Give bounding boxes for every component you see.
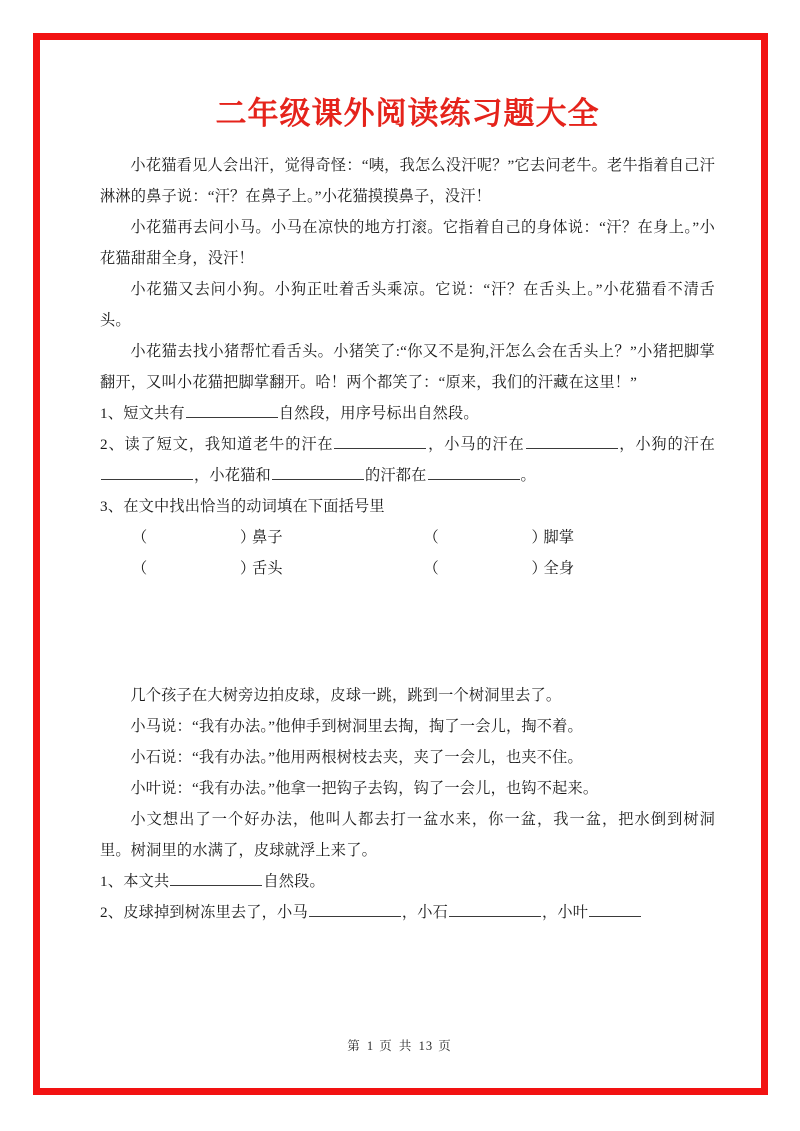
bracket-cell[interactable] xyxy=(424,553,716,584)
bracket-cell[interactable] xyxy=(132,553,424,584)
fill-blank[interactable] xyxy=(170,885,262,886)
question-text-part: ，小花猫和 xyxy=(194,467,271,485)
question-number: 1、 xyxy=(100,873,124,891)
paren-open: （ xyxy=(132,560,148,578)
page-title: 二年级课外阅读练习题大全 xyxy=(215,96,600,131)
question-number: 3、 xyxy=(100,498,124,516)
fill-blank[interactable] xyxy=(526,448,618,449)
fill-blank[interactable] xyxy=(186,417,278,418)
passage-2-question-2 xyxy=(100,897,715,928)
passage-1-paragraph-1: 小花猫看见人会出汗，觉得奇怪：“咦，我怎么没汗呢？”它去问老牛。老牛指着自己汗淋淋的鼻子说：“汗？在鼻子上。”小花猫摸摸鼻子，没汗！ xyxy=(100,157,715,206)
passage-1-question-2 xyxy=(100,429,715,491)
bracket-cell[interactable] xyxy=(424,522,716,553)
question-text-part: 在文中找出恰当的动词填在下面括号里 xyxy=(123,498,385,516)
passage-1 xyxy=(100,150,715,584)
fill-blank[interactable] xyxy=(309,916,401,917)
document-content xyxy=(100,95,715,928)
paren-open: （ xyxy=(423,529,439,547)
passage-2-paragraph-3: 小石说：“我有办法。”他用两根树枝去夹，夹了一会儿，也夹不住。 xyxy=(130,749,583,767)
question-text-part: 的汗都在 xyxy=(364,467,427,485)
question-text-part: 短文共有 xyxy=(123,405,185,423)
passage-1-paragraph-2: 小花猫再去问小马。小马在凉快的地方打滚。它指着自己的身体说：“汗？在身上。”小花猫甜甜全身，没汗！ xyxy=(100,219,715,268)
paren-close: ） xyxy=(240,529,256,547)
paren-open: （ xyxy=(423,560,439,578)
bracket-label: 鼻子 xyxy=(252,529,283,547)
question-text-part: 本文共 xyxy=(123,873,170,891)
question-number: 1、 xyxy=(100,405,124,423)
passage-1-question-1 xyxy=(100,398,715,429)
bracket-label: 全身 xyxy=(543,560,575,578)
page-footer xyxy=(0,1036,800,1054)
question-number: 2、 xyxy=(100,436,125,454)
bracket-row xyxy=(100,553,715,584)
footer-middle: 页 共 xyxy=(379,1039,414,1053)
section-spacer xyxy=(100,584,715,680)
paren-close: ） xyxy=(531,560,547,578)
footer-prefix: 第 xyxy=(347,1039,362,1053)
fill-blank[interactable] xyxy=(272,479,364,480)
fill-blank[interactable] xyxy=(589,916,641,917)
footer-total-pages: 13 xyxy=(418,1039,434,1053)
question-text-part: ，小叶 xyxy=(542,904,589,922)
paren-close: ） xyxy=(240,560,256,578)
passage-1-paragraph-3: 小花猫又去问小狗。小狗正吐着舌头乘凉。它说：“汗？在舌头上。”小花猫看不清舌头。 xyxy=(100,281,715,330)
passage-2-paragraph-2: 小马说：“我有办法。”他伸手到树洞里去掏，掏了一会儿，掏不着。 xyxy=(130,718,583,736)
question-number: 2、 xyxy=(100,904,124,922)
fill-blank[interactable] xyxy=(334,448,426,449)
passage-2-paragraph-4: 小叶说：“我有办法。”他拿一把钩子去钩，钩了一会儿，也钩不起来。 xyxy=(130,780,599,798)
footer-suffix: 页 xyxy=(438,1039,453,1053)
bracket-row xyxy=(100,522,715,553)
passage-2-paragraph-1: 几个孩子在大树旁边拍皮球，皮球一跳，跳到一个树洞里去了。 xyxy=(130,687,562,705)
passage-2-question-1 xyxy=(100,866,715,897)
question-text-part: 自然段，用序号标出自然段。 xyxy=(278,405,479,423)
paren-close: ） xyxy=(531,529,547,547)
question-text-part: 自然段。 xyxy=(263,873,325,891)
bracket-label: 脚掌 xyxy=(543,529,575,547)
passage-2 xyxy=(100,680,715,928)
passage-1-question-3 xyxy=(100,491,715,522)
bracket-cell[interactable] xyxy=(132,522,424,553)
question-text-part: ，小石 xyxy=(401,904,449,922)
question-text-part: 。 xyxy=(520,467,536,485)
question-text-part: 皮球掉到树冻里去了，小马 xyxy=(123,904,308,922)
passage-2-paragraph-5: 小文想出了一个好办法，他叫人都去打一盆水来，你一盆，我一盆，把水倒到树洞里。树洞里的水满了，皮球就浮上来了。 xyxy=(100,811,715,860)
footer-current-page: 1 xyxy=(366,1039,375,1053)
paren-open: （ xyxy=(132,529,148,547)
fill-blank[interactable] xyxy=(428,479,520,480)
question-text-part: ，小马的汗在 xyxy=(427,436,525,454)
fill-blank[interactable] xyxy=(101,479,193,480)
passage-1-paragraph-4: 小花猫去找小猪帮忙看舌头。小猪笑了:“你又不是狗,汗怎么会在舌头上？”小猪把脚掌翻开，又叫小花猫把脚掌翻开。哈！两个都笑了：“原来，我们的汗藏在这里！” xyxy=(100,343,715,392)
fill-blank[interactable] xyxy=(449,916,541,917)
question-text-part: ，小狗的汗在 xyxy=(618,436,715,454)
bracket-label: 舌头 xyxy=(252,560,283,578)
question-text-part: 读了短文，我知道老牛的汗在 xyxy=(124,436,334,454)
